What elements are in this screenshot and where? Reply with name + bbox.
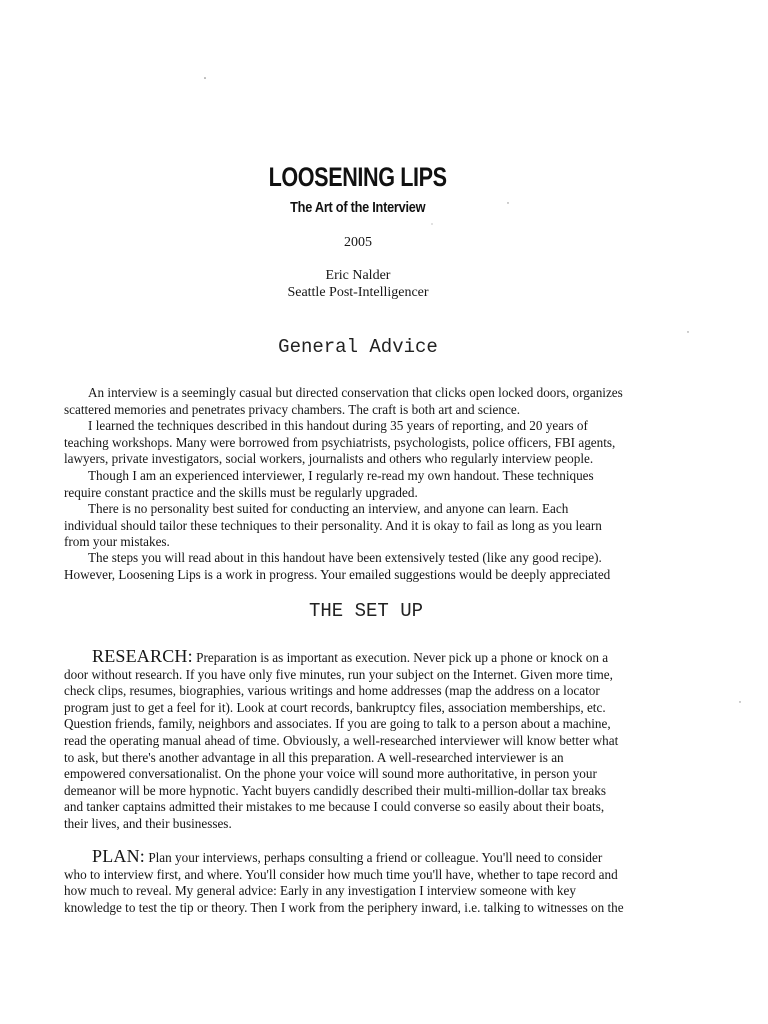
research-lead: RESEARCH: bbox=[92, 646, 193, 666]
paragraph-line: read the operating manual ahead of time. Obviously, a well-researched interviewer will know better what bbox=[64, 732, 619, 748]
paragraph-line: from your mistakes. bbox=[64, 534, 170, 550]
paragraph bbox=[64, 418, 660, 468]
paragraph bbox=[64, 468, 660, 501]
paragraph bbox=[64, 385, 660, 418]
paragraph-line: teaching workshops. Many were borrowed from psychiatrists, psychologists, police officers, FBI agents, bbox=[64, 434, 616, 450]
paragraph-line: who to interview first, and where. You'll consider how much time you'll have, whether to tape record and bbox=[64, 866, 618, 882]
paragraph-plan bbox=[64, 848, 660, 916]
paragraph-line: There is no personality best suited for conducting an interview, and anyone can learn. Each bbox=[88, 501, 569, 516]
paragraph-line: to ask, but there's another advantage in all this preparation. A well-researched interviewer is an bbox=[64, 749, 564, 765]
author-name: Eric Nalder bbox=[325, 268, 391, 283]
section-heading-general-advice: General Advice bbox=[278, 336, 438, 358]
paragraph-line: The steps you will read about in this handout have been extensively tested (like any good recipe). bbox=[88, 550, 602, 565]
paragraph-line: demeanor will be more hypnotic. Yacht buyers candidly described their multi-million-dollar tax breaks bbox=[64, 782, 607, 798]
paragraph-line: individual should tailor these techniques to their personality. And it is okay to fail as long as you learn bbox=[64, 517, 602, 533]
plan-lead: PLAN: bbox=[92, 846, 146, 866]
document-subtitle: The Art of the Interview bbox=[290, 199, 426, 216]
paragraph-line: door without research. If you have only five minutes, run your subject on the Internet. Given more time, bbox=[64, 666, 613, 682]
paragraph-line: and tanker captains admitted their mistakes to me because I could converse so easily about their boats, bbox=[64, 799, 605, 815]
paragraph-line: Though I am an experienced interviewer, I regularly re-read my own handout. These techniques bbox=[88, 468, 594, 483]
paragraph-line: their lives, and their businesses. bbox=[64, 815, 232, 831]
document-year: 2005 bbox=[344, 235, 372, 250]
paragraph-line: However, Loosening Lips is a work in progress. Your emailed suggestions would be deeply appreciated bbox=[64, 566, 611, 582]
paragraph-line: I learned the techniques described in this handout during 35 years of reporting, and 20 years of bbox=[88, 418, 588, 433]
document-title: LOOSENING LIPS bbox=[268, 162, 447, 192]
paragraph-line: knowledge to test the tip or theory. Then I work from the periphery inward, i.e. talking to witnesses on the bbox=[64, 899, 624, 915]
section-heading-the-set-up: THE SET UP bbox=[308, 600, 424, 622]
author-affiliation: Seattle Post-Intelligencer bbox=[287, 285, 429, 300]
paragraph-line: require constant practice and the skills must be regularly upgraded. bbox=[64, 484, 418, 500]
paragraph-line: how much to reveal. My general advice: Early in any investigation I interview someone with key bbox=[64, 883, 576, 899]
paragraph-line: PLAN: Plan your interviews, perhaps consulting a friend or colleague. You'll need to consider bbox=[92, 846, 603, 866]
paragraph-line: Question friends, family, neighbors and associates. If you are going to talk to a person about a machine, bbox=[64, 716, 611, 732]
paragraph bbox=[64, 501, 660, 551]
paragraph-line: check clips, resumes, biographies, various writings and home addresses (map the address on a locator bbox=[64, 683, 600, 699]
paragraph-line: RESEARCH: Preparation is as important as execution. Never pick up a phone or knock on a bbox=[92, 646, 609, 666]
paragraph-line: scattered memories and penetrates privacy chambers. The craft is both art and science. bbox=[64, 401, 520, 417]
paragraph-line: program just to get a feel for it). Look at court records, bankruptcy files, association memberships, etc. bbox=[64, 699, 606, 715]
paragraph-research bbox=[64, 648, 660, 833]
paragraph bbox=[64, 550, 660, 583]
paragraph-line: empowered conversationalist. On the phone your voice will sound more authoritative, in person your bbox=[64, 766, 597, 782]
paragraph-line: lawyers, private investigators, social workers, journalists and others who regularly interview people. bbox=[64, 451, 594, 467]
paragraph-line: An interview is a seemingly casual but directed conservation that clicks open locked doors, organizes bbox=[88, 385, 623, 400]
